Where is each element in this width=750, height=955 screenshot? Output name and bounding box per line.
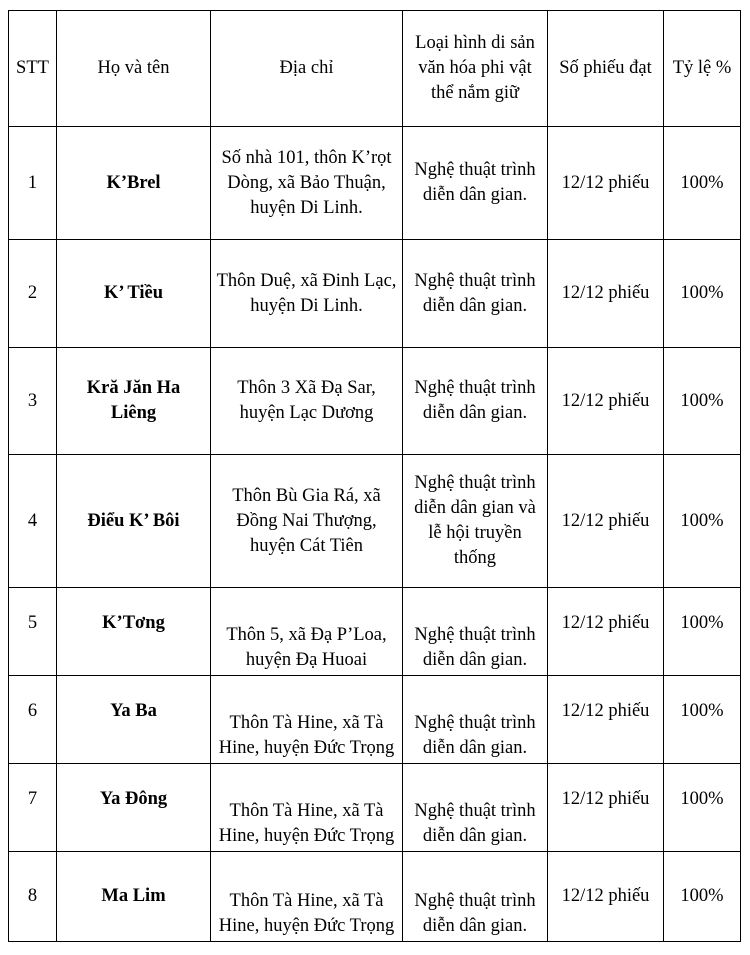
cell-ratio: 100% [664,455,741,588]
header-heritage-type: Loại hình di sản văn hóa phi vật thể nắm giữ [403,11,548,127]
table-row [9,127,741,240]
table-row [9,764,741,852]
cell-heritage-type: Nghệ thuật trình diễn dân gian. [403,764,548,852]
cell-address: Thôn Tà Hine, xã Tà Hine, huyện Đức Trọng [211,764,403,852]
cell-stt [9,764,57,852]
header-stt: STT [9,11,57,127]
stt-text: 7 [27,789,38,809]
stt-text: 5 [27,613,38,633]
stt-text: 6 [27,701,38,721]
cell-heritage-type: Nghệ thuật trình diễn dân gian và lễ hội truyền thống [403,455,548,588]
cell-ratio: 100% [664,852,741,942]
header-votes: Số phiếu đạt [548,11,664,127]
ratio-text: 100% [680,701,724,721]
header-ratio: Tỷ lệ % [664,11,741,127]
table-row [9,852,741,942]
name-text: Ya Ba [110,701,157,721]
table-row [9,348,741,455]
table-row [9,455,741,588]
cell-heritage-type: Nghệ thuật trình diễn dân gian. [403,676,548,764]
cell-heritage-type: Nghệ thuật trình diễn dân gian. [403,852,548,942]
cell-name [57,676,211,764]
cell-ratio [664,676,741,764]
cell-votes: 12/12 phiếu [548,127,664,240]
cell-stt [9,588,57,676]
name-text: K’Tơng [102,613,165,633]
ratio-text: 100% [680,789,724,809]
cell-name: Ma Lim [57,852,211,942]
cell-name: Kră Jăn Ha Liêng [57,348,211,455]
cell-name [57,764,211,852]
artisan-table [8,10,741,942]
cell-votes [548,588,664,676]
cell-votes: 12/12 phiếu [548,455,664,588]
cell-name: K’Brel [57,127,211,240]
name-text: Ya Đông [99,789,168,809]
cell-ratio: 100% [664,240,741,348]
cell-stt: 2 [9,240,57,348]
votes-text: 12/12 phiếu [561,789,650,809]
cell-address: Số nhà 101, thôn K’rọt Dòng, xã Bảo Thuận, huyện Di Linh. [211,127,403,240]
cell-heritage-type: Nghệ thuật trình diễn dân gian. [403,240,548,348]
cell-votes [548,676,664,764]
cell-ratio [664,588,741,676]
ratio-text: 100% [680,613,724,633]
header-row [9,11,741,127]
cell-name: K’ Tiều [57,240,211,348]
cell-votes: 12/12 phiếu [548,852,664,942]
table-row [9,676,741,764]
cell-address: Thôn Duệ, xã Đinh Lạc, huyện Di Linh. [211,240,403,348]
cell-votes: 12/12 phiếu [548,240,664,348]
cell-address: Thôn Bù Gia Rá, xã Đồng Nai Thượng, huyện Cát Tiên [211,455,403,588]
cell-stt: 3 [9,348,57,455]
cell-ratio: 100% [664,127,741,240]
table-row [9,588,741,676]
cell-address: Thôn Tà Hine, xã Tà Hine, huyện Đức Trọng [211,676,403,764]
header-name: Họ và tên [57,11,211,127]
cell-address: Thôn 5, xã Đạ P’Loa, huyện Đạ Huoai [211,588,403,676]
cell-ratio: 100% [664,348,741,455]
votes-text: 12/12 phiếu [561,701,650,721]
table-row [9,240,741,348]
cell-stt [9,676,57,764]
cell-name: Điểu K’ Bôi [57,455,211,588]
cell-stt: 1 [9,127,57,240]
cell-ratio [664,764,741,852]
cell-votes [548,764,664,852]
cell-votes: 12/12 phiếu [548,348,664,455]
cell-name [57,588,211,676]
cell-heritage-type: Nghệ thuật trình diễn dân gian. [403,348,548,455]
header-address: Địa chỉ [211,11,403,127]
cell-address: Thôn Tà Hine, xã Tà Hine, huyện Đức Trọng [211,852,403,942]
cell-heritage-type: Nghệ thuật trình diễn dân gian. [403,127,548,240]
cell-heritage-type: Nghệ thuật trình diễn dân gian. [403,588,548,676]
votes-text: 12/12 phiếu [561,613,650,633]
cell-address: Thôn 3 Xã Đạ Sar, huyện Lạc Dương [211,348,403,455]
cell-stt: 4 [9,455,57,588]
cell-stt: 8 [9,852,57,942]
